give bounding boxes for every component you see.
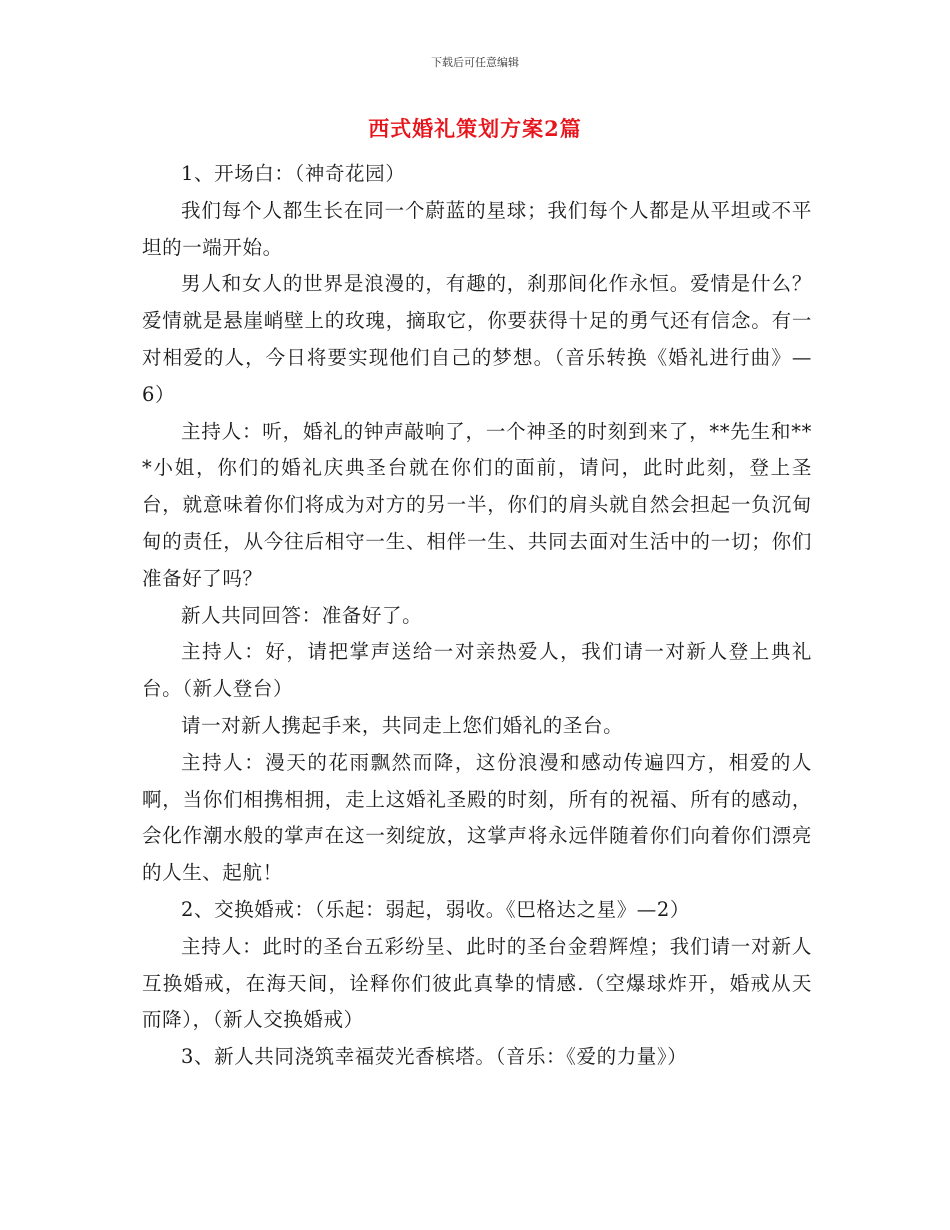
paragraph: 主持人：听，婚礼的钟声敲响了，一个神圣的时刻到来了，**先生和***小姐，你们的婚礼庆典圣台就在你们的面前，请问，此时此刻，登上圣台，就意味着你们将成为对方的另一半，你们的肩头就自然会担起一负沉甸甸的责任，从今往后相守一生、相伴一生、共同去面对生活中的一切；你们准备好了吗？	[142, 419, 812, 590]
page-header-note: 下载后可任意编辑	[431, 56, 519, 69]
paragraph: 我们每个人都生长在同一个蔚蓝的星球；我们每个人都是从平坦或不平坦的一端开始。	[142, 198, 812, 259]
section-2-heading: 2、交换婚戒：（乐起：弱起，弱收。《巴格达之星》—2）	[181, 897, 691, 921]
document-title: 西式婚礼策划方案2篇	[368, 116, 582, 141]
paragraph: 主持人：好，请把掌声送给一对亲热爱人，我们请一对新人登上典礼台。（新人登台）	[142, 640, 812, 701]
document-body	[142, 156, 812, 1076]
paragraph: 新人共同回答：准备好了。	[181, 603, 423, 627]
paragraph: 主持人：漫天的花雨飘然而降，这份浪漫和感动传遍四方，相爱的人啊，当你们相携相拥，走上这婚礼圣殿的时刻，所有的祝福、所有的感动，会化作潮水般的掌声在这一刻绽放，这掌声将永远伴随着你们向着你们漂亮的人生、起航！	[142, 750, 812, 885]
paragraph: 请一对新人携起手来，共同走上您们婚礼的圣台。	[181, 713, 624, 737]
paragraph: 主持人：此时的圣台五彩纷呈、此时的圣台金碧辉煌；我们请一对新人互换婚戒，在海天间，诠释你们彼此真挚的情感.（空爆球炸开，婚戒从天而降），（新人交换婚戒）	[142, 934, 812, 1032]
paragraph: 男人和女人的世界是浪漫的，有趣的，刹那间化作永恒。爱情是什么？爱情就是悬崖峭壁上的玫瑰，摘取它，你要获得十足的勇气还有信念。有一对相爱的人，今日将要实现他们自己的梦想。（音乐转换《婚礼进行曲》—6）	[142, 272, 812, 406]
section-3-heading: 3、新人共同浇筑幸福荧光香槟塔。（音乐：《爱的力量》）	[181, 1045, 688, 1069]
section-1-heading: 1、开场白：（神奇花园）	[181, 162, 406, 185]
